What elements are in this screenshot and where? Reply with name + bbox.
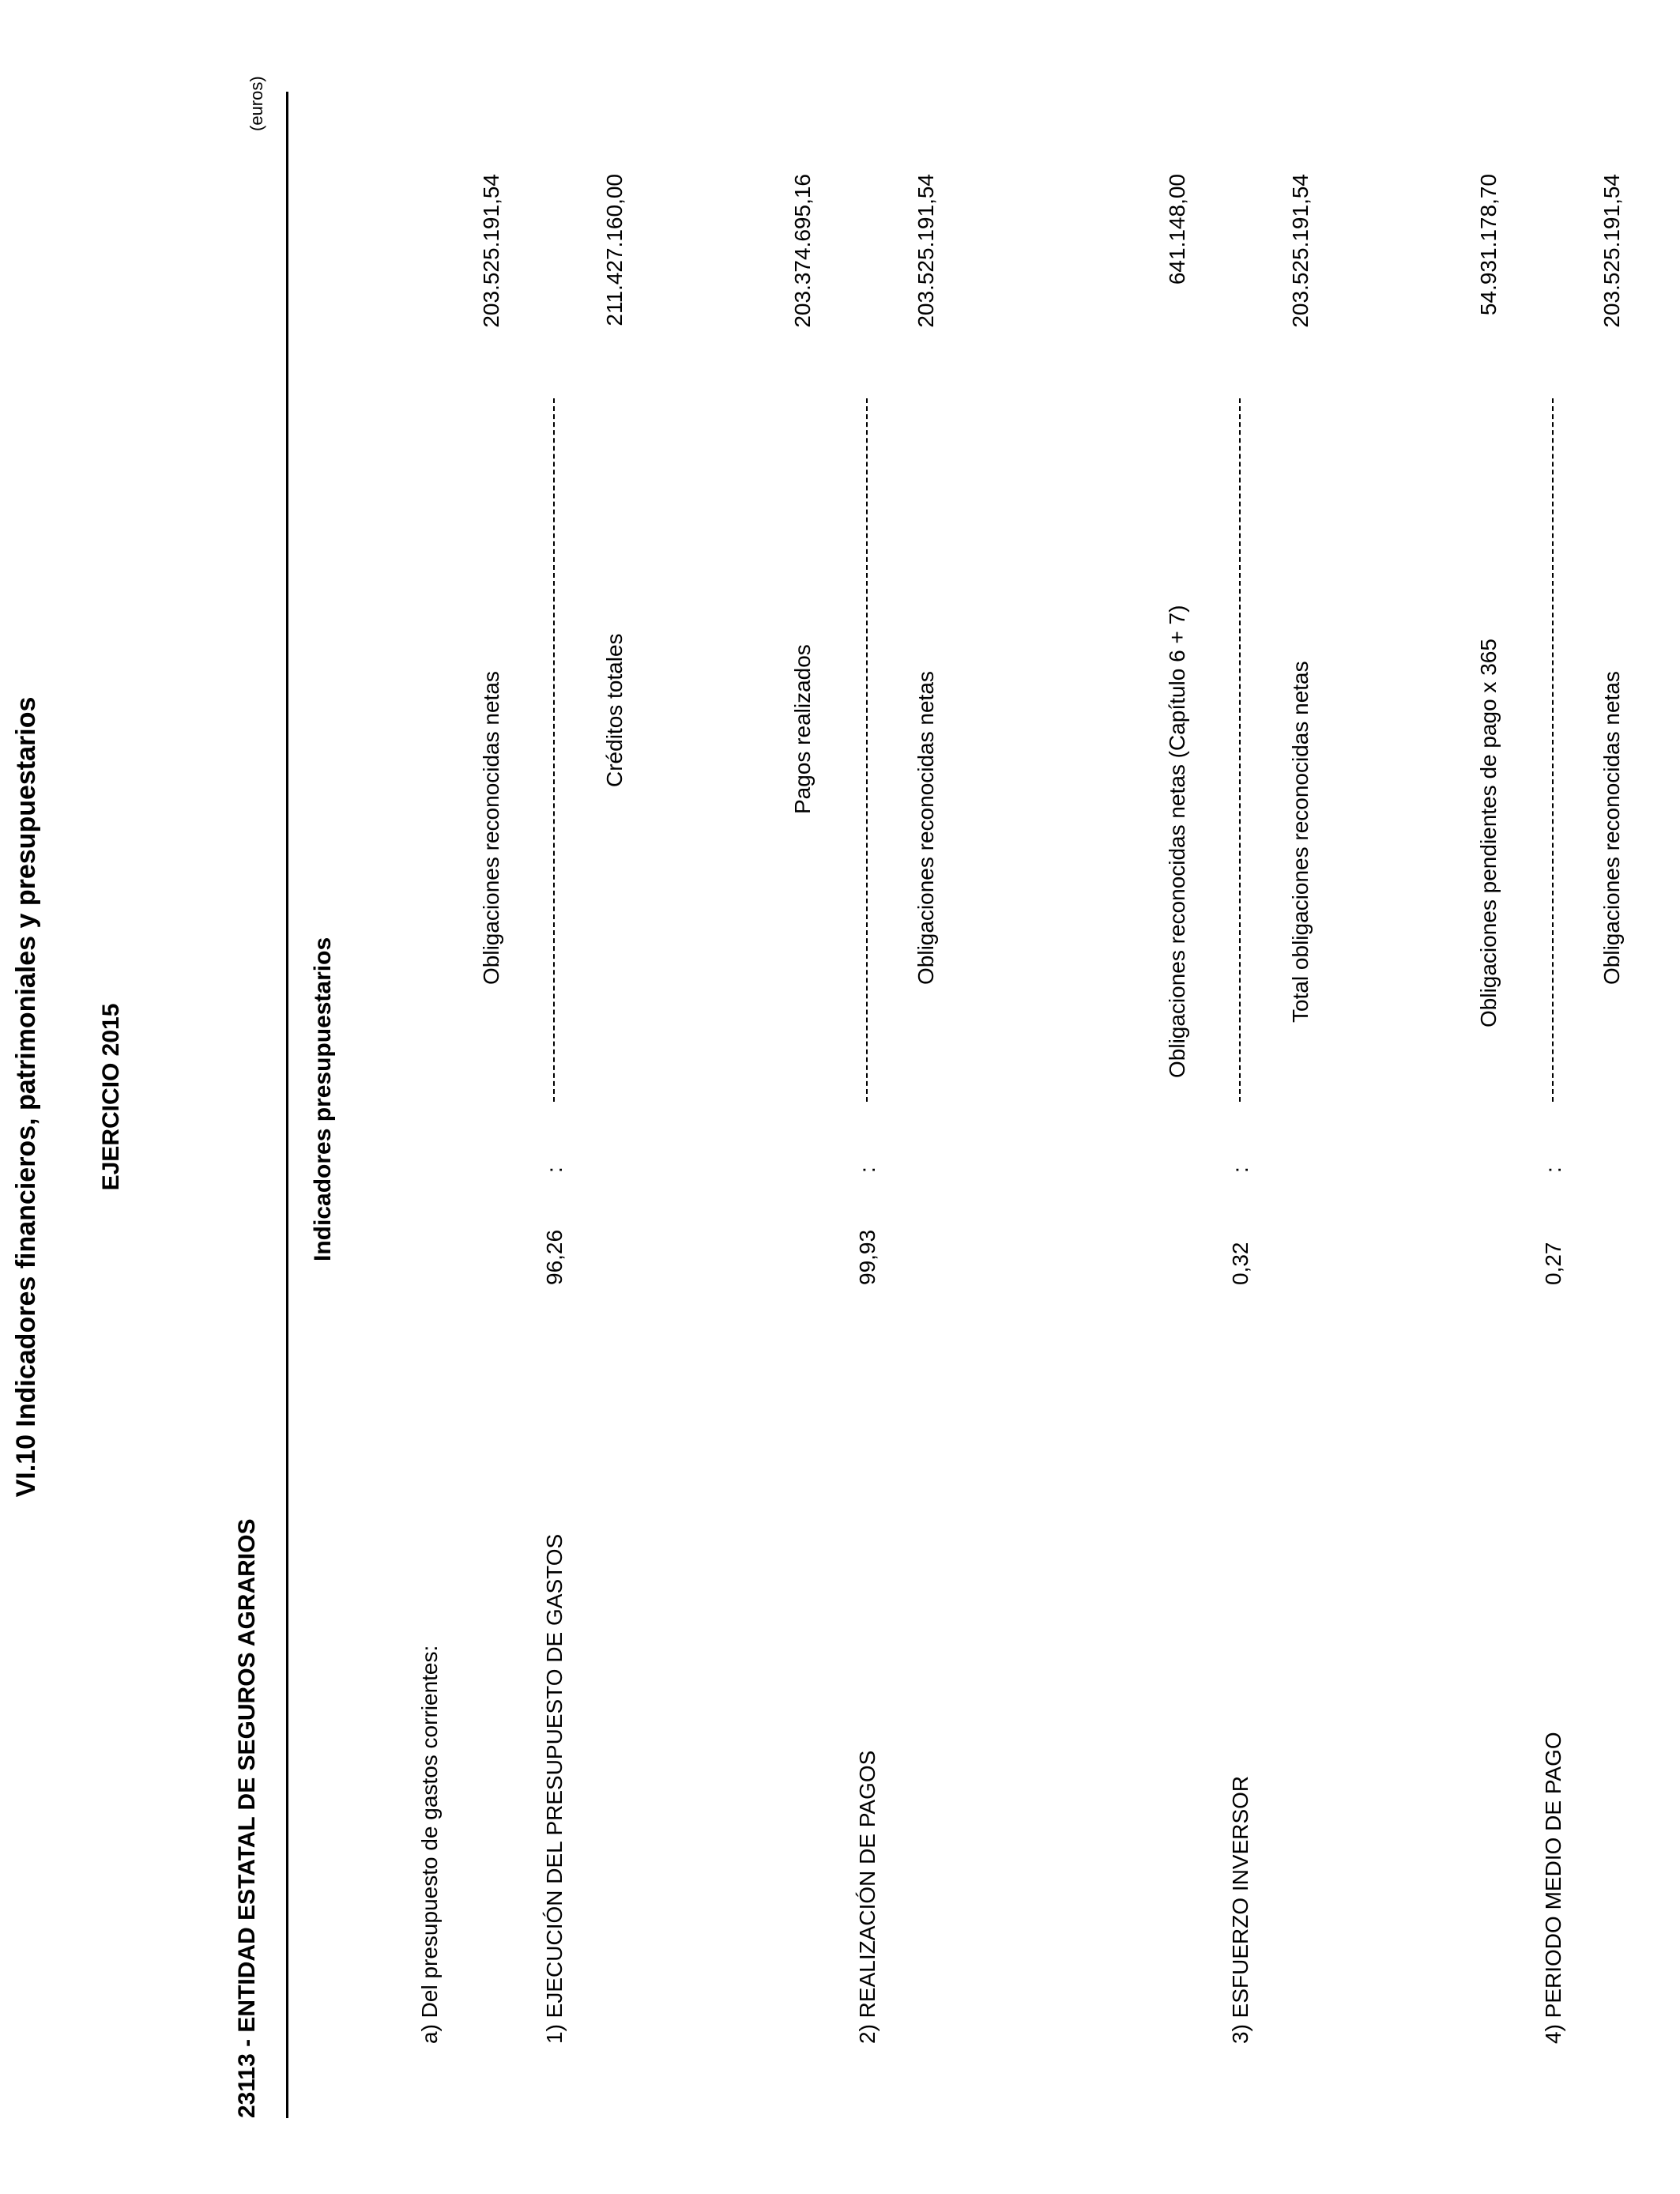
denominator-label: Créditos totales xyxy=(602,633,627,787)
entity-heading: 23113 - ENTIDAD ESTATAL DE SEGUROS AGRARIOS xyxy=(234,1518,260,2118)
indicator-value: 0,27 xyxy=(1541,1242,1565,1285)
ratio-separator: : xyxy=(855,1167,880,1173)
denominator-label: Obligaciones reconocidas netas xyxy=(913,671,938,985)
indicator-label: 3) ESFUERZO INVERSOR xyxy=(1228,1775,1252,2044)
exercise-heading: EJERCICIO 2015 xyxy=(98,1003,124,1191)
fraction-line xyxy=(1552,398,1554,1102)
units-label: (euros) xyxy=(247,76,266,131)
fraction-line xyxy=(1239,398,1241,1102)
denominator-value: 203.525.191,54 xyxy=(913,174,938,328)
numerator-label: Pagos realizados xyxy=(790,644,815,814)
numerator-label: Obligaciones pendientes de pago x 365 xyxy=(1476,639,1501,1027)
ratio-separator: : xyxy=(1228,1167,1252,1173)
indicator-label: 4) PERIODO MEDIO DE PAGO xyxy=(1541,1732,1565,2044)
indicator-label: 1) EJECUCIÓN DEL PRESUPUESTO DE GASTOS xyxy=(542,1533,567,2044)
indicator-value: 0,32 xyxy=(1228,1242,1252,1285)
denominator-value: 203.525.191,54 xyxy=(1599,174,1624,328)
denominator-value: 211.427.160,00 xyxy=(602,174,627,326)
fraction-line xyxy=(553,398,555,1102)
indicator-value: 99,93 xyxy=(855,1229,880,1285)
numerator-value: 54.931.178,70 xyxy=(1476,174,1501,316)
denominator-label: Total obligaciones reconocidas netas xyxy=(1288,661,1313,1023)
indicator-label: 2) REALIZACIÓN DE PAGOS xyxy=(855,1750,880,2044)
numerator-label: Obligaciones reconocidas netas xyxy=(479,671,503,985)
numerator-value: 641.148,00 xyxy=(1165,174,1189,285)
ratio-separator: : xyxy=(1541,1167,1565,1173)
indicator-value: 96,26 xyxy=(542,1229,567,1285)
fraction-line xyxy=(866,398,868,1102)
subsection-label: a) Del presupuesto de gastos corrientes: xyxy=(417,1645,442,2044)
section-title: Indicadores presupuestarios xyxy=(310,937,336,1261)
denominator-label: Obligaciones reconocidas netas xyxy=(1599,671,1624,985)
numerator-value: 203.374.695,16 xyxy=(790,174,815,328)
header-rule xyxy=(286,92,288,2118)
ratio-separator: : xyxy=(542,1167,567,1173)
numerator-label: Obligaciones reconocidas netas (Capítulo 6 + 7) xyxy=(1165,605,1189,1078)
denominator-value: 203.525.191,54 xyxy=(1288,174,1313,328)
page-title: VI.10 Indicadores financieros, patrimoniales y presupuestarios xyxy=(11,696,41,1498)
numerator-value: 203.525.191,54 xyxy=(479,174,503,328)
